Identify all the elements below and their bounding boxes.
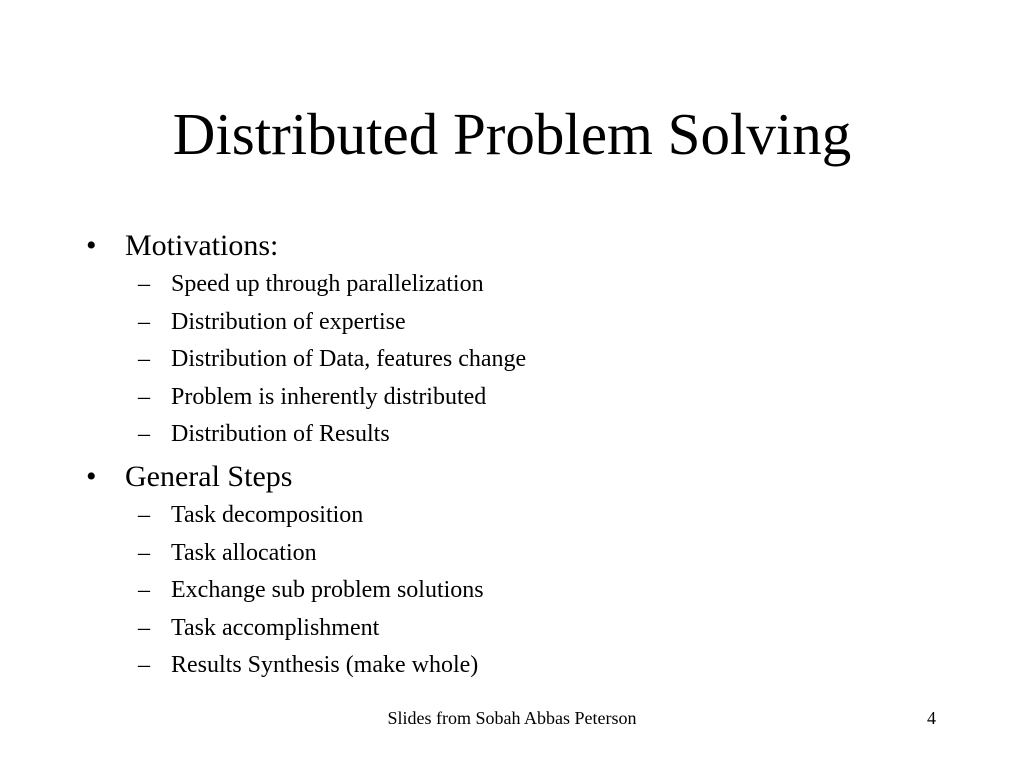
- sub-item-text: Task allocation: [171, 539, 317, 566]
- sub-item: [86, 416, 966, 454]
- sub-list-general-steps: [86, 497, 966, 685]
- bullet-marker: •: [86, 459, 97, 493]
- slide-title: Distributed Problem Solving: [172, 101, 852, 167]
- sub-marker: –: [138, 652, 150, 679]
- bullet-text: Motivations:: [125, 229, 279, 262]
- sub-item-text: Task accomplishment: [171, 614, 380, 641]
- sub-item-text: Speed up through parallelization: [171, 271, 484, 297]
- sub-marker: –: [138, 346, 150, 373]
- bullet-text: General Steps: [125, 459, 293, 493]
- sub-item: [86, 341, 966, 379]
- sub-item: [86, 647, 966, 685]
- sub-item: [86, 379, 966, 417]
- sub-item-text: Problem is inherently distributed: [171, 383, 487, 410]
- sub-item: [86, 304, 966, 342]
- sub-list-motivations: [86, 266, 966, 454]
- sub-item: [86, 497, 966, 535]
- sub-marker: –: [138, 308, 150, 335]
- sub-marker: –: [138, 383, 150, 410]
- bullet-motivations: [86, 226, 966, 266]
- sub-marker: –: [138, 271, 150, 297]
- sub-item: [86, 610, 966, 648]
- sub-item-text: Distribution of Data, features change: [171, 346, 527, 373]
- sub-item-text: Results Synthesis (make whole): [171, 652, 479, 679]
- sub-marker: –: [138, 614, 150, 641]
- sub-marker: –: [138, 539, 150, 566]
- slide-footer: [0, 706, 1024, 730]
- bullet-general-steps: [86, 457, 966, 497]
- sub-marker: –: [138, 577, 150, 604]
- page-number: 4: [927, 708, 936, 728]
- sub-item-text: Exchange sub problem solutions: [171, 577, 484, 604]
- slide-content: [86, 226, 966, 688]
- sub-marker: –: [138, 421, 150, 448]
- sub-item-text: Task decomposition: [171, 501, 364, 528]
- sub-marker: –: [138, 501, 150, 528]
- sub-item: [86, 266, 966, 304]
- sub-item-text: Distribution of Results: [171, 421, 390, 448]
- sub-item: [86, 572, 966, 610]
- sub-item-text: Distribution of expertise: [171, 308, 406, 335]
- sub-item: [86, 535, 966, 573]
- footer-credit: Slides from Sobah Abbas Peterson: [387, 708, 637, 728]
- bullet-marker: •: [86, 229, 97, 262]
